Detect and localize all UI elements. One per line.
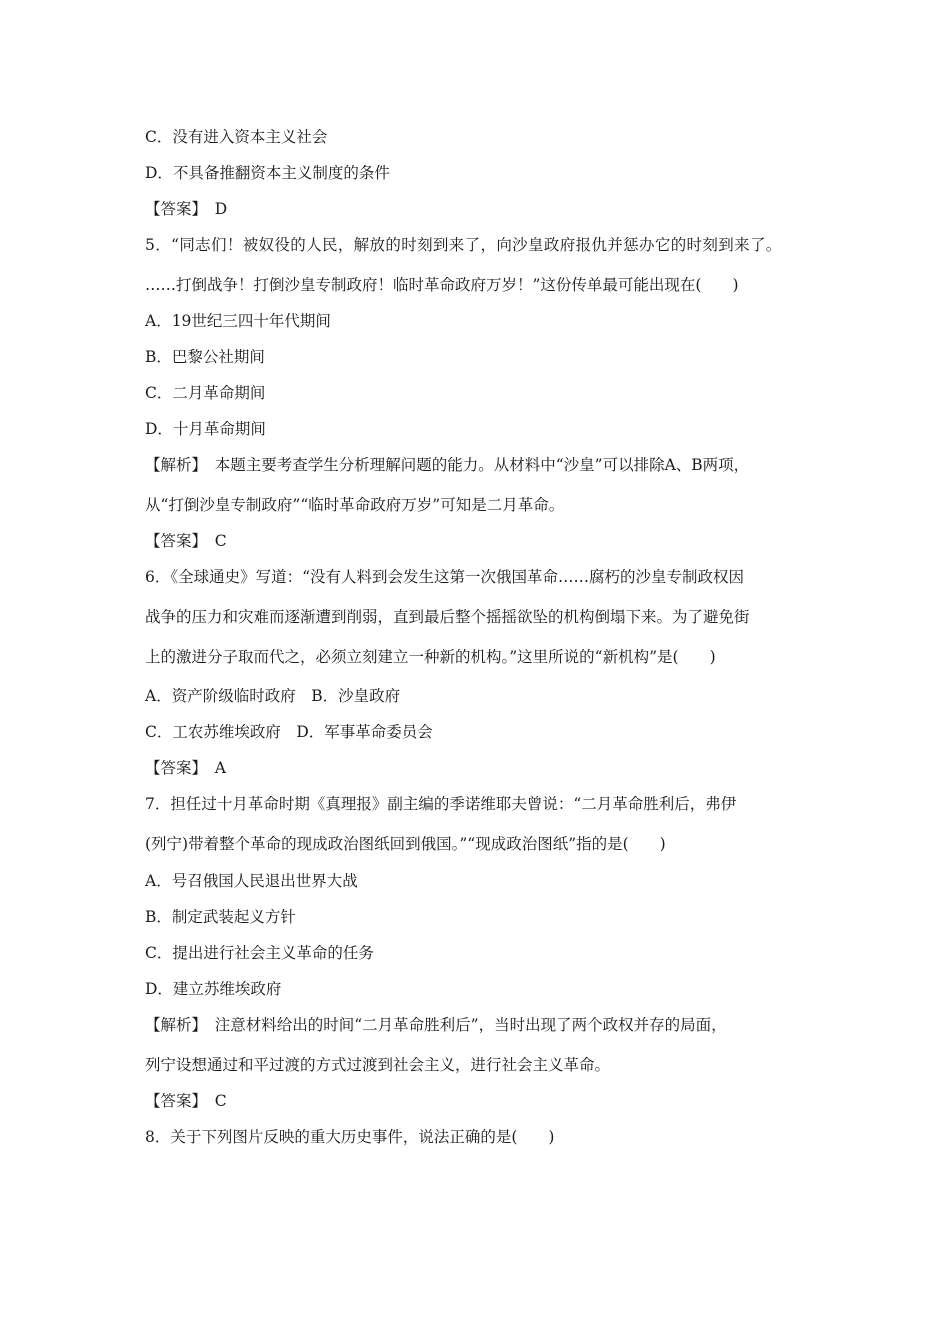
q6-stem-line3: 上的激进分子取而代之，必须立刻建立一种新的机构。”这里所说的“新机构”是( ) bbox=[145, 648, 716, 666]
q7-option-c: C．提出进行社会主义革命的任务 bbox=[145, 944, 374, 962]
q7-option-b: B．制定武装起义方针 bbox=[145, 908, 296, 926]
q5-option-c: C．二月革命期间 bbox=[145, 384, 266, 402]
q5-stem-line1: 5．“同志们！被奴役的人民，解放的时刻到来了，向沙皇政府报仇并惩办它的时刻到来了。 bbox=[145, 236, 782, 254]
q7-option-d: D．建立苏维埃政府 bbox=[145, 980, 282, 998]
q7-answer: 【答案】 C bbox=[145, 1092, 227, 1110]
q5-option-a: A．19世纪三四十年代期间 bbox=[145, 312, 331, 330]
q5-analysis-line2: 从“打倒沙皇专制政府”“临时革命政府万岁”可知是二月革命。 bbox=[145, 496, 565, 514]
q8-stem: 8．关于下列图片反映的重大历史事件，说法正确的是( ) bbox=[145, 1128, 555, 1146]
q6-stem-line1: 6．《全球通史》写道：“没有人料到会发生这第一次俄国革命……腐朽的沙皇专制政权因 bbox=[145, 568, 745, 586]
q5-option-b: B．巴黎公社期间 bbox=[145, 348, 265, 366]
q7-analysis-line2: 列宁设想通过和平过渡的方式过渡到社会主义，进行社会主义革命。 bbox=[145, 1056, 611, 1074]
q7-stem-line2: (列宁)带着整个革命的现成政治图纸回到俄国。”“现成政治图纸”指的是( ) bbox=[145, 835, 666, 853]
q6-answer: 【答案】 A bbox=[145, 759, 226, 777]
q5-stem-line2: ……打倒战争！打倒沙皇专制政府！临时革命政府万岁！”这份传单最可能出现在( ) bbox=[145, 276, 739, 294]
q6-options-cd: C．工农苏维埃政府 D．军事革命委员会 bbox=[145, 723, 433, 741]
q5-option-d: D．十月革命期间 bbox=[145, 420, 266, 438]
q6-options-ab: A．资产阶级临时政府 B．沙皇政府 bbox=[145, 687, 401, 705]
q5-answer: 【答案】 C bbox=[145, 532, 227, 550]
q4-answer: 【答案】 D bbox=[145, 200, 228, 218]
q6-stem-line2: 战争的压力和灾难而逐渐遭到削弱，直到最后整个摇摇欲坠的机构倒塌下来。为了避免街 bbox=[145, 608, 750, 626]
q7-option-a: A．号召俄国人民退出世界大战 bbox=[145, 872, 358, 890]
q4-option-c: C．没有进入资本主义社会 bbox=[145, 128, 328, 146]
q5-analysis-line1: 【解析】 本题主要考查学生分析理解问题的能力。从材料中“沙皇”可以排除A、B两项， bbox=[145, 456, 750, 474]
q7-stem-line1: 7．担任过十月革命时期《真理报》副主编的季诺维耶夫曾说：“二月革命胜利后，弗伊 bbox=[145, 795, 737, 813]
q4-option-d: D．不具备推翻资本主义制度的条件 bbox=[145, 164, 390, 182]
q7-analysis-line1: 【解析】 注意材料给出的时间“二月革命胜利后”，当时出现了两个政权并存的局面， bbox=[145, 1016, 727, 1034]
